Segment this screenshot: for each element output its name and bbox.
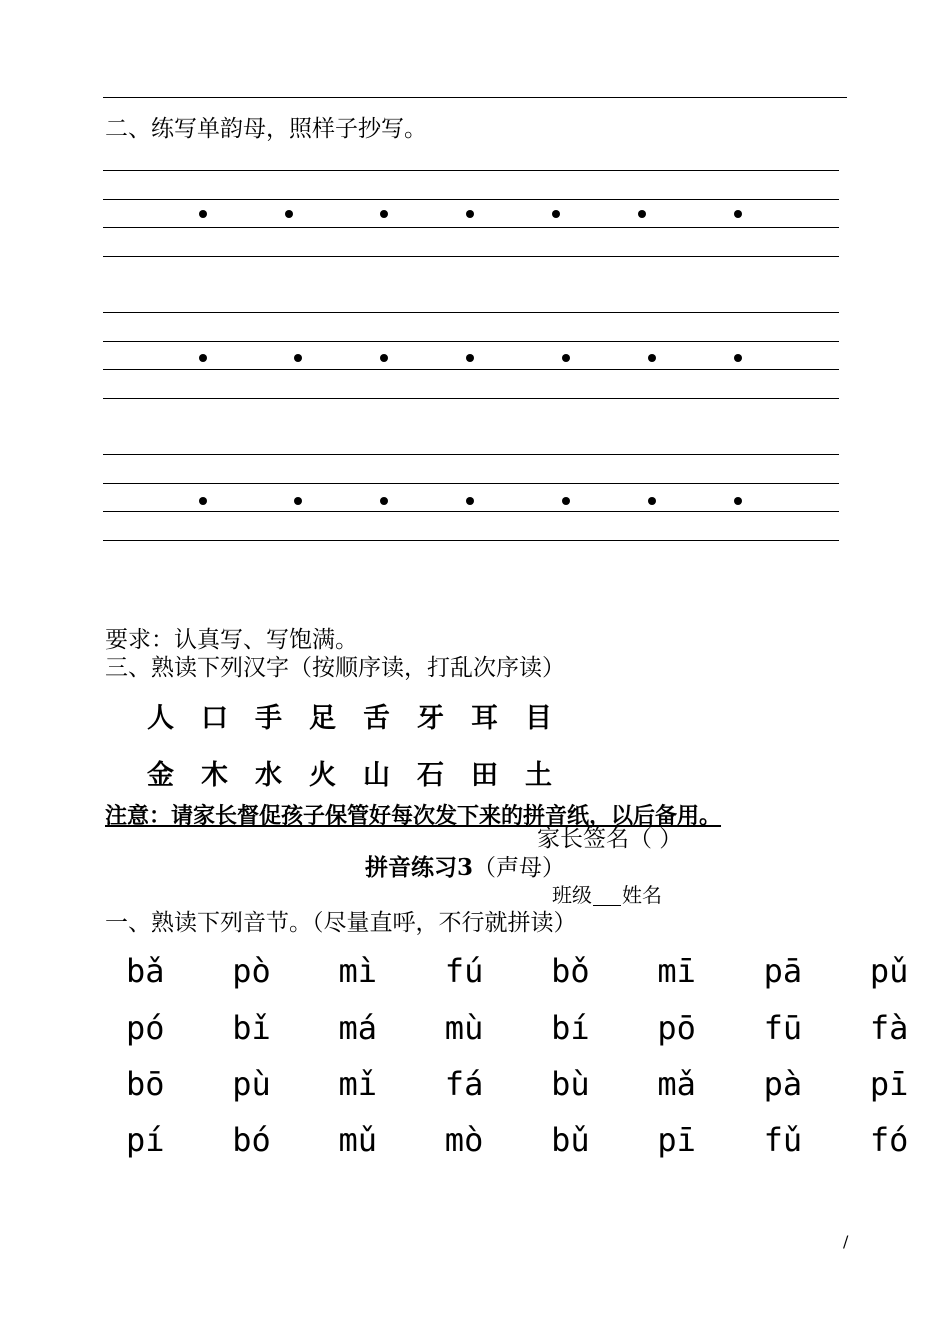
guide-dot <box>734 354 742 362</box>
pinyin-syllable: mò <box>444 1121 484 1159</box>
section-3-title: 三、熟读下列汉字（按顺序读，打乱次序读） <box>105 655 565 681</box>
pinyin-syllable: bǒ <box>551 952 590 990</box>
pinyin-syllable: bù <box>551 1065 590 1103</box>
hanzi-char: 口 <box>201 703 228 734</box>
hanzi-char: 人 <box>147 703 174 734</box>
class-name-line <box>552 885 662 906</box>
pinyin-syllable: pí <box>126 1121 165 1159</box>
hanzi-row-1 <box>147 696 579 735</box>
pinyin-syllable: bǎ <box>126 952 165 990</box>
pinyin-row <box>126 1121 950 1159</box>
guide-dot <box>380 354 388 362</box>
section-1-title: 一、熟读下列音节。（尽量直呼，不行就拼读） <box>105 910 577 936</box>
hanzi-char: 舌 <box>363 703 390 734</box>
guide-dot <box>380 497 388 505</box>
guide-dot <box>466 210 474 218</box>
pinyin-syllable: fà <box>869 1009 909 1047</box>
guide-dot <box>638 210 646 218</box>
hanzi-char: 木 <box>201 760 228 791</box>
guide-dot <box>562 497 570 505</box>
guide-dot <box>648 354 656 362</box>
section-2-title: 二、练写单韵母，照样子抄写。 <box>105 116 427 142</box>
guide-dot <box>294 497 302 505</box>
pinyin-syllable: mǐ <box>338 1065 378 1103</box>
pinyin-syllable: fū <box>763 1009 803 1047</box>
lesson-title-main: 拼音练习3 <box>365 854 474 881</box>
pinyin-syllable: pā <box>763 952 803 990</box>
guide-dot <box>199 497 207 505</box>
hanzi-char: 田 <box>471 760 498 791</box>
pinyin-syllable: fǔ <box>763 1121 803 1159</box>
guide-dot <box>734 497 742 505</box>
pinyin-syllable: bó <box>232 1121 271 1159</box>
parent-signature: 家长签名（ ） <box>537 826 683 852</box>
guide-dot <box>466 497 474 505</box>
pinyin-row <box>126 1009 950 1047</box>
pinyin-syllable: mì <box>338 952 378 990</box>
pinyin-syllable: pō <box>657 1009 696 1047</box>
pinyin-syllable: pù <box>232 1065 271 1103</box>
hanzi-char: 足 <box>309 703 336 734</box>
pinyin-syllable: mǎ <box>657 1065 696 1103</box>
pinyin-syllable: bǔ <box>551 1121 590 1159</box>
pinyin-syllable: bí <box>551 1009 590 1047</box>
pinyin-syllable: mī <box>657 952 696 990</box>
pinyin-syllable: má <box>338 1009 378 1047</box>
pinyin-syllable: pī <box>869 1065 909 1103</box>
name-label: 姓名 <box>622 883 662 907</box>
hanzi-char: 手 <box>255 703 282 734</box>
hanzi-char: 水 <box>255 760 282 791</box>
guide-dot <box>648 497 656 505</box>
pinyin-row <box>126 1065 950 1103</box>
guide-dot <box>552 210 560 218</box>
pinyin-syllable: pó <box>126 1009 165 1047</box>
pinyin-syllable: bō <box>126 1065 165 1103</box>
guide-dot <box>199 210 207 218</box>
guide-dot <box>380 210 388 218</box>
pinyin-row <box>126 952 950 990</box>
guide-dot <box>294 354 302 362</box>
guide-dot <box>562 354 570 362</box>
class-label: 班级 <box>552 883 592 907</box>
guide-dot <box>734 210 742 218</box>
pinyin-syllable: mǔ <box>338 1121 378 1159</box>
pinyin-syllable: pǔ <box>869 952 909 990</box>
requirement-text: 要求：认真写、写饱满。 <box>105 627 358 653</box>
pinyin-syllable: pī <box>657 1121 696 1159</box>
page-marker: / <box>843 1232 849 1251</box>
pinyin-syllable: bǐ <box>232 1009 271 1047</box>
lesson-title <box>365 856 565 880</box>
lesson-title-sub: （声母） <box>473 855 566 881</box>
hanzi-char: 金 <box>147 760 174 791</box>
pinyin-syllable: fó <box>869 1121 909 1159</box>
hanzi-row-2 <box>147 753 579 792</box>
hanzi-char: 目 <box>525 703 552 734</box>
class-blank[interactable] <box>593 885 621 906</box>
guide-dot <box>199 354 207 362</box>
top-rule <box>103 97 847 98</box>
pinyin-syllable: mù <box>444 1009 484 1047</box>
hanzi-char: 土 <box>525 760 552 791</box>
guide-dot <box>466 354 474 362</box>
hanzi-char: 牙 <box>417 703 444 734</box>
hanzi-char: 火 <box>309 760 336 791</box>
hanzi-char: 耳 <box>471 703 498 734</box>
parent-notice: 注意：请家长督促孩子保管好每次发下来的拼音纸，以后备用。 <box>105 804 722 829</box>
hanzi-char: 山 <box>363 760 390 791</box>
guide-dot <box>285 210 293 218</box>
pinyin-syllable: fú <box>444 952 484 990</box>
pinyin-syllable: pò <box>232 952 271 990</box>
pinyin-syllable: pà <box>763 1065 803 1103</box>
hanzi-char: 石 <box>417 760 444 791</box>
pinyin-syllable: fá <box>444 1065 484 1103</box>
